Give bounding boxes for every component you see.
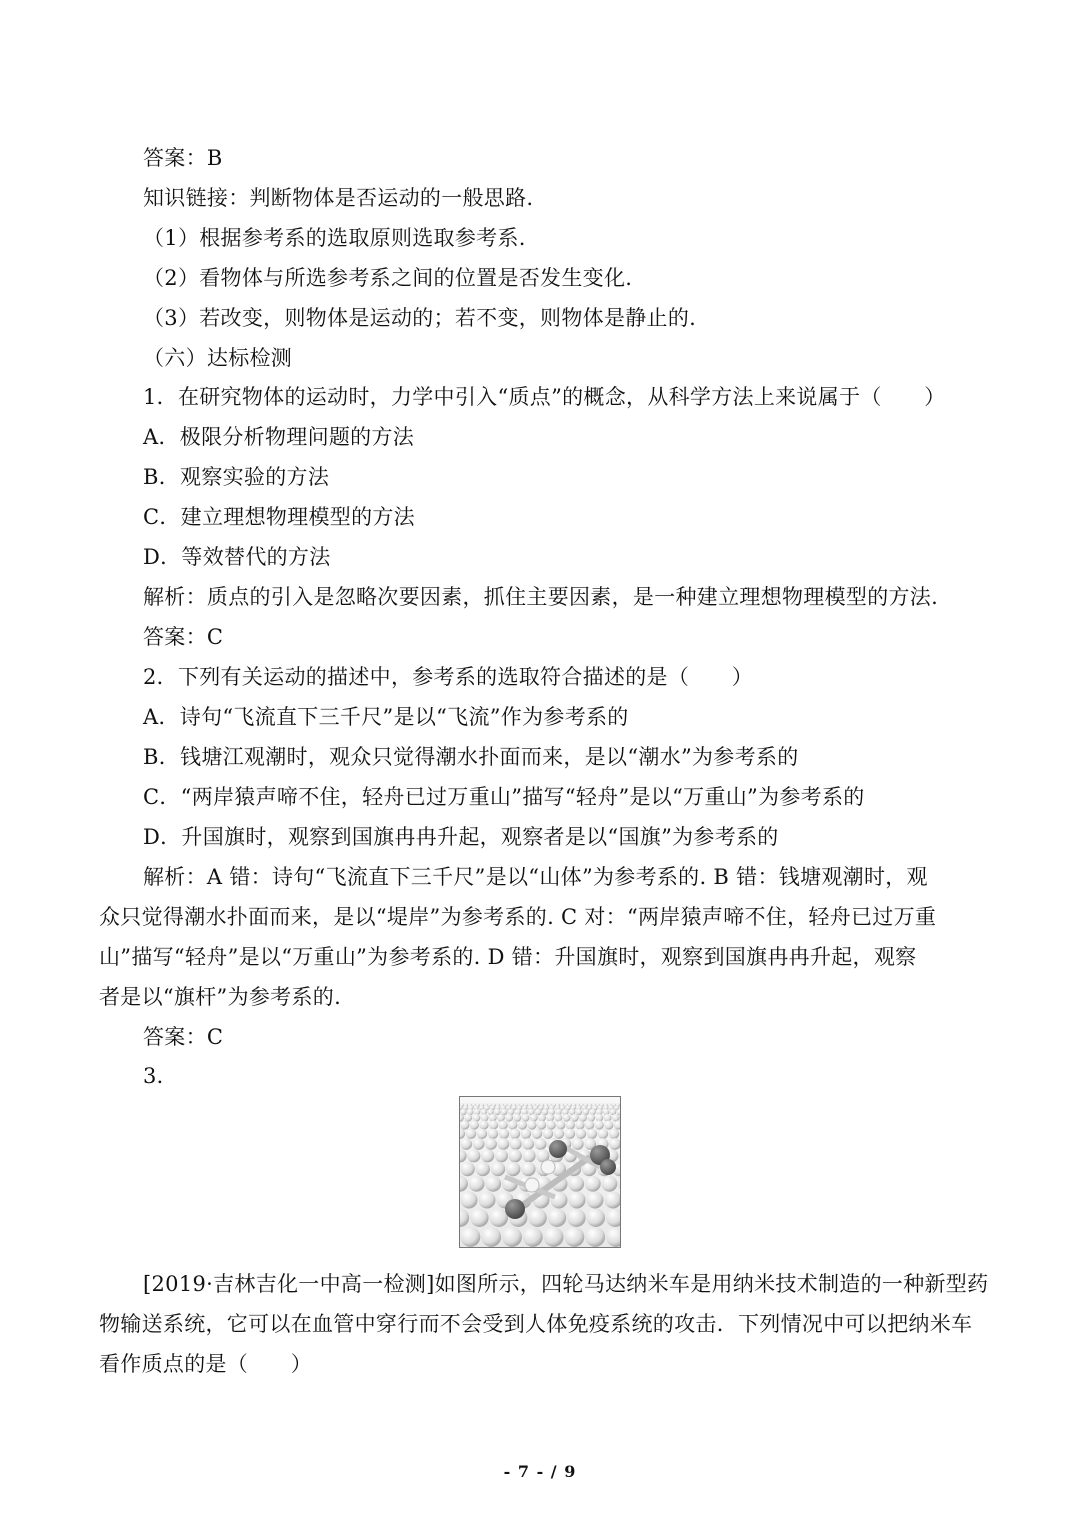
page-number: - 7 - / 9 bbox=[503, 1462, 577, 1481]
step-1-line: （1）根据参考系的选取原则选取参考系. bbox=[143, 226, 526, 250]
nanocar-figure bbox=[459, 1096, 621, 1248]
question-3-stem-line-1: [2019·吉林吉化一中高一检测]如图所示，四轮马达纳米车是用纳米技术制造的一种新型药 bbox=[143, 1272, 989, 1296]
question-1-option-a: A．极限分析物理问题的方法 bbox=[143, 425, 415, 449]
question-1-stem: 1．在研究物体的运动时，力学中引入“质点”的概念，从科学方法上来说属于（ ） bbox=[143, 385, 946, 409]
step-2-line: （2）看物体与所选参考系之间的位置是否发生变化. bbox=[143, 266, 633, 290]
question-2-option-c: C．“两岸猿声啼不住，轻舟已过万重山”描写“轻舟”是以“万重山”为参考系的 bbox=[143, 785, 865, 809]
question-1-option-b: B．观察实验的方法 bbox=[143, 465, 330, 489]
question-2-analysis-line-3: 山”描写“轻舟”是以“万重山”为参考系的. D 错：升国旗时，观察到国旗冉冉升起，观察 bbox=[99, 945, 917, 969]
section-heading: （六）达标检测 bbox=[143, 346, 293, 370]
knowledge-link-line: 知识链接：判断物体是否运动的一般思路. bbox=[143, 186, 534, 210]
question-2-option-d: D．升国旗时，观察到国旗冉冉升起，观察者是以“国旗”为参考系的 bbox=[143, 825, 779, 849]
question-2-analysis-line-1: 解析：A 错：诗句“飞流直下三千尺”是以“山体”为参考系的. B 错：钱塘观潮时，观 bbox=[143, 865, 928, 889]
question-2-option-a: A．诗句“飞流直下三千尺”是以“飞流”作为参考系的 bbox=[143, 705, 629, 729]
question-1-option-c: C．建立理想物理模型的方法 bbox=[143, 505, 415, 529]
question-1-answer: 答案：C bbox=[143, 625, 224, 649]
answer-line: 答案：B bbox=[143, 146, 223, 170]
question-2-option-b: B．钱塘江观潮时，观众只觉得潮水扑面而来，是以“潮水”为参考系的 bbox=[143, 745, 799, 769]
question-2-analysis-line-4: 者是以“旗杆”为参考系的. bbox=[99, 985, 342, 1009]
step-3-line: （3）若改变，则物体是运动的；若不变，则物体是静止的. bbox=[143, 306, 697, 330]
question-1-analysis: 解析：质点的引入是忽略次要因素，抓住主要因素，是一种建立理想物理模型的方法. bbox=[143, 585, 939, 609]
question-3-stem-line-2: 物输送系统，它可以在血管中穿行而不会受到人体免疫系统的攻击．下列情况中可以把纳米车 bbox=[99, 1312, 973, 1336]
question-3-stem-line-3: 看作质点的是（ ） bbox=[99, 1352, 312, 1376]
question-2-analysis-line-2: 众只觉得潮水扑面而来，是以“堤岸”为参考系的. C 对：“两岸猿声啼不住，轻舟已过万重 bbox=[99, 905, 937, 929]
nanocar-illustration bbox=[460, 1097, 620, 1247]
question-2-answer: 答案：C bbox=[143, 1025, 224, 1049]
question-1-option-d: D．等效替代的方法 bbox=[143, 545, 331, 569]
question-2-stem: 2．下列有关运动的描述中，参考系的选取符合描述的是（ ） bbox=[143, 665, 754, 689]
question-3-number: 3． bbox=[143, 1064, 178, 1088]
